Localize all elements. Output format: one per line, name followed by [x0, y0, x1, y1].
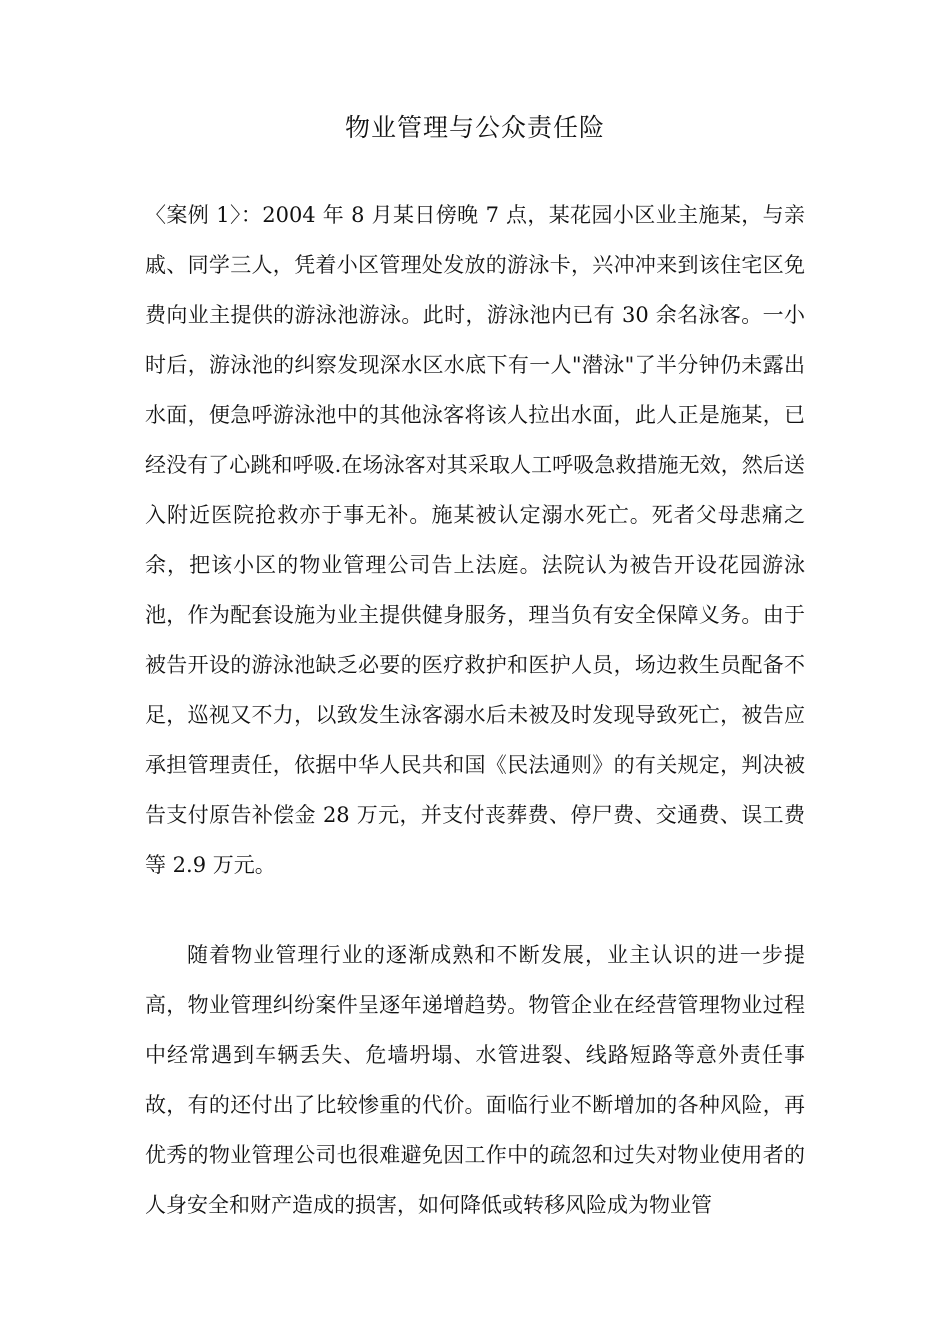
body-paragraph: 随着物业管理行业的逐渐成熟和不断发展，业主认识的进一步提高，物业管理纠纷案件呈逐年递增趋势。物管企业在经营管理物业过程中经常遇到车辆丢失、危墙坍塌、水管进裂、线路短路等意外责任事故，有的还付出了比较惨重的代价。面临行业不断增加的各种风险，再优秀的物业管理公司也很难避免因工作中的疏忽和过失对物业使用者的人身安全和财产造成的损害，如何降低或转移风险成为物业管: [145, 943, 805, 1217]
case-paragraph: 〈案例 1〉：2004 年 8 月某日傍晚 7 点，某花园小区业主施某，与亲戚、同学三人，凭着小区管理处发放的游泳卡，兴冲冲来到该住宅区免费向业主提供的游泳池游泳。此时，游泳池内已有 30 余名泳客。一小时后，游泳池的纠察发现深水区水底下有一人"潜泳"了半分钟仍未露出水面，便急呼游泳池中的其他泳客将该人拉出水面，此人正是施某，已经没有了心跳和呼吸.在场泳客对其采取人工呼吸急救措施无效，然后送入附近医院抢救亦于事无补。施某被认定溺水死亡。死者父母悲痛之余，把该小区的物业管理公司告上法庭。法院认为被告开设花园游泳池，作为配套设施为业主提供健身服务，理当负有安全保障义务。由于被告开设的游泳池缺乏必要的医疗救护和医护人员，场边救生员配备不足，巡视又不力，以致发生泳客溺水后未被及时发现导致死亡，被告应承担管理责任，依据中华人民共和国《民法通则》的有关规定，判决被告支付原告补偿金 28 万元，并支付丧葬费、停尸费、交通费、误工费等 2.9 万元。: [145, 203, 805, 877]
document-title: 物业管理与公众责任险: [344, 113, 605, 142]
